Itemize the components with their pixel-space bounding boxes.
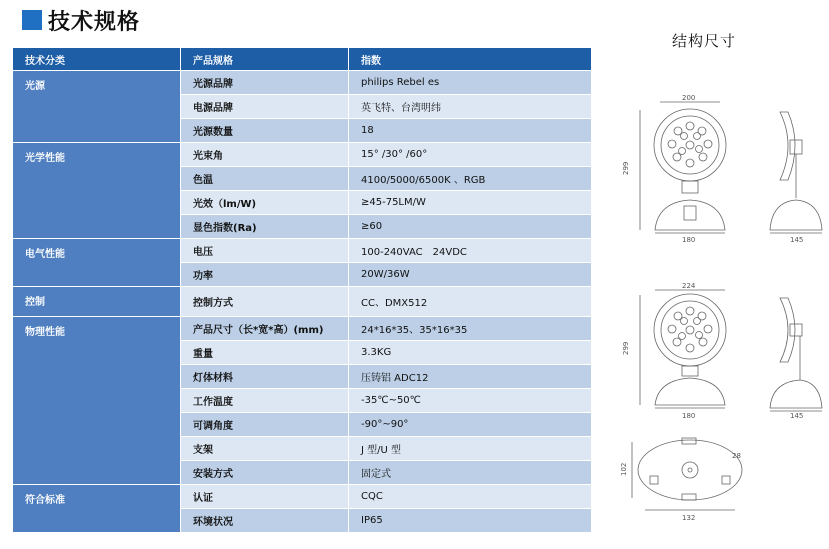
value-cell: 4100/5000/6500K 、RGB — [349, 167, 592, 191]
spec-cell: 重量 — [181, 341, 349, 365]
spec-cell: 功率 — [181, 263, 349, 287]
table-header-row — [13, 48, 592, 71]
category-standards: 符合标准 — [13, 485, 181, 533]
value-cell: 15° /30° /60° — [349, 143, 592, 167]
spec-cell: 光效（lm/W) — [181, 191, 349, 215]
spec-cell: 灯体材料 — [181, 365, 349, 389]
dim-base-mid: 180 — [682, 412, 696, 420]
value-cell: -35℃~50℃ — [349, 389, 592, 413]
spec-cell: 可调角度 — [181, 413, 349, 437]
value-cell: -90°~90° — [349, 413, 592, 437]
value-cell: 20W/36W — [349, 263, 592, 287]
table-row — [13, 287, 592, 317]
dim-bottom-hole: 28 — [732, 452, 741, 460]
spec-cell: 安装方式 — [181, 461, 349, 485]
category-physical: 物理性能 — [13, 317, 181, 485]
value-cell: 100-240VAC 24VDC — [349, 239, 592, 263]
dim-depth-mid: 145 — [790, 412, 804, 420]
header-spec: 产品规格 — [181, 48, 349, 71]
dim-depth-top: 145 — [790, 236, 804, 244]
header-category: 技术分类 — [13, 48, 181, 71]
technical-drawing — [620, 90, 829, 530]
structure-title: 结构尺寸 — [672, 32, 737, 50]
value-cell: ≥45-75LM/W — [349, 191, 592, 215]
value-cell: J 型/U 型 — [349, 437, 592, 461]
value-cell: 固定式 — [349, 461, 592, 485]
header-value: 指数 — [349, 48, 592, 71]
category-control: 控制 — [13, 287, 181, 317]
dim-base-top: 180 — [682, 236, 696, 244]
category-optical: 光学性能 — [13, 143, 181, 239]
value-cell: 英飞特、台湾明纬 — [349, 95, 592, 119]
spec-cell: 认证 — [181, 485, 349, 509]
value-cell: ≥60 — [349, 215, 592, 239]
value-cell: 18 — [349, 119, 592, 143]
side-view-mid — [770, 298, 822, 411]
value-cell: CQC — [349, 485, 592, 509]
dim-bottom-width: 132 — [682, 514, 696, 522]
page-title: 技术规格 — [48, 9, 141, 35]
spec-cell: 光源数量 — [181, 119, 349, 143]
dim-bottom-height: 102 — [620, 462, 628, 476]
spec-cell: 电源品牌 — [181, 95, 349, 119]
bottom-view — [632, 438, 742, 510]
heading-square-icon — [22, 10, 42, 30]
front-view-top — [640, 102, 726, 233]
value-cell: 24*16*35、35*16*35 — [349, 317, 592, 341]
table-row — [13, 317, 592, 341]
spec-cell: 产品尺寸（长*宽*高）(mm) — [181, 317, 349, 341]
table-row — [13, 71, 592, 95]
spec-cell: 工作温度 — [181, 389, 349, 413]
spec-cell: 电压 — [181, 239, 349, 263]
table-row — [13, 239, 592, 263]
structure-drawings — [620, 90, 829, 530]
spec-cell: 控制方式 — [181, 287, 349, 317]
spec-cell: 光源品牌 — [181, 71, 349, 95]
value-cell: 3.3KG — [349, 341, 592, 365]
value-cell: CC、DMX512 — [349, 287, 592, 317]
value-cell: IP65 — [349, 509, 592, 533]
category-light-source: 光源 — [13, 71, 181, 143]
spec-cell: 色温 — [181, 167, 349, 191]
section-heading — [22, 6, 140, 34]
spec-cell: 环境状况 — [181, 509, 349, 533]
spec-cell: 支架 — [181, 437, 349, 461]
dim-height-top: 299 — [622, 161, 630, 175]
dim-height-mid: 299 — [622, 341, 630, 355]
spec-cell: 显色指数(Ra) — [181, 215, 349, 239]
front-view-mid — [640, 290, 726, 408]
dim-width-mid: 224 — [682, 282, 696, 290]
spec-table — [12, 47, 592, 533]
table-row — [13, 143, 592, 167]
value-cell: 压铸铝 ADC12 — [349, 365, 592, 389]
side-view-top — [770, 112, 822, 233]
dim-width-top: 200 — [682, 94, 696, 102]
table-row — [13, 485, 592, 509]
category-electrical: 电气性能 — [13, 239, 181, 287]
spec-cell: 光束角 — [181, 143, 349, 167]
value-cell: philips Rebel es — [349, 71, 592, 95]
